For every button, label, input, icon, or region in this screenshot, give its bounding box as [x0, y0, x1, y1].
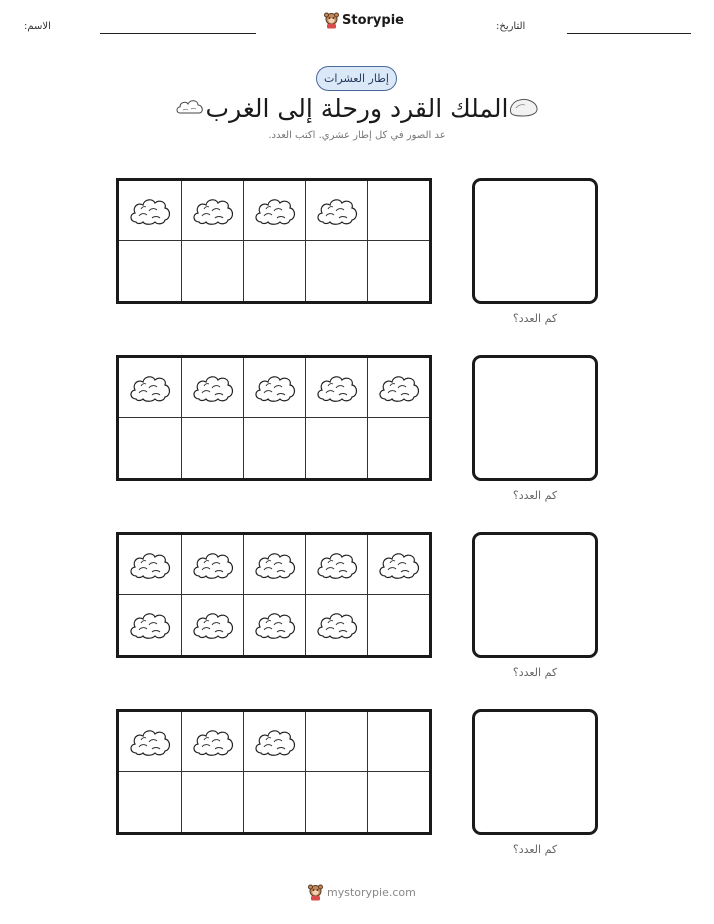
cloud-icon — [314, 548, 360, 582]
cloud-icon — [127, 548, 173, 582]
footer — [308, 884, 416, 901]
ten-frame-cell — [181, 241, 243, 301]
cloud-icon — [252, 548, 298, 582]
name-label: الاسم: — [24, 21, 51, 32]
ten-frame-cell — [119, 358, 181, 418]
ten-frame-cell — [119, 241, 181, 301]
cloud-icon — [314, 371, 360, 405]
answer-box[interactable] — [472, 355, 598, 481]
ten-frame — [116, 709, 432, 835]
ten-frame-cell — [305, 358, 367, 418]
ten-frame-cell — [367, 535, 429, 595]
answer-box[interactable] — [472, 532, 598, 658]
ten-frame-cell — [119, 772, 181, 832]
date-line[interactable] — [567, 33, 691, 34]
ten-frame-cell — [181, 772, 243, 832]
ten-frame-cell — [305, 772, 367, 832]
worksheet-type-badge: إطار العشرات — [316, 66, 397, 91]
ten-frame-cell — [181, 712, 243, 772]
ten-frame-cell — [243, 358, 305, 418]
ten-frame-cell — [181, 535, 243, 595]
ten-frame-cell — [119, 418, 181, 478]
answer-box[interactable] — [472, 178, 598, 304]
cloud-icon — [190, 371, 236, 405]
ten-frame-cell — [119, 535, 181, 595]
ten-frame-cell — [367, 358, 429, 418]
cloud-icon — [252, 194, 298, 228]
count-question: كم العدد؟ — [512, 312, 558, 325]
ten-frame-cell — [181, 181, 243, 241]
page-instructions: عد الصور في كل إطار عشري. اكتب العدد. — [268, 130, 446, 141]
ten-frame-cell — [305, 241, 367, 301]
ten-frame-cell — [367, 241, 429, 301]
cloud-icon — [127, 194, 173, 228]
brand-name: Storypie — [342, 13, 404, 28]
ten-frame — [116, 532, 432, 658]
cloud-icon — [127, 725, 173, 759]
ten-frame-cell — [119, 712, 181, 772]
ten-frame-cell — [305, 418, 367, 478]
ten-frame-cell — [243, 595, 305, 655]
ten-frame-cell — [367, 772, 429, 832]
ten-frame-cell — [243, 241, 305, 301]
storypie-mascot-icon — [308, 884, 323, 901]
ten-frame-cell — [367, 595, 429, 655]
ten-frame-cell — [367, 418, 429, 478]
ten-frame-cell — [181, 358, 243, 418]
cloud-icon — [127, 608, 173, 642]
ten-frame-cell — [243, 181, 305, 241]
cloud-icon — [190, 548, 236, 582]
date-label: التاريخ: — [496, 21, 526, 32]
cloud-icon — [252, 608, 298, 642]
cloud-icon — [127, 371, 173, 405]
cloud-icon — [314, 608, 360, 642]
count-question: كم العدد؟ — [512, 843, 558, 856]
ten-frame-cell — [243, 418, 305, 478]
storypie-mascot-icon — [324, 12, 339, 29]
page-title: الملك القرد ورحلة إلى الغرب — [205, 94, 509, 123]
small-cloud-icon — [174, 96, 206, 118]
ten-frame-cell — [305, 181, 367, 241]
count-question: كم العدد؟ — [512, 489, 558, 502]
ten-frame-cell — [119, 595, 181, 655]
ten-frame-cell — [119, 181, 181, 241]
cloud-icon — [314, 194, 360, 228]
answer-box[interactable] — [472, 709, 598, 835]
ten-frame-cell — [181, 418, 243, 478]
count-question: كم العدد؟ — [512, 666, 558, 679]
ten-frame-cell — [305, 595, 367, 655]
ten-frame — [116, 178, 432, 304]
ten-frame-cell — [305, 535, 367, 595]
name-line[interactable] — [100, 33, 256, 34]
cloud-icon — [376, 371, 422, 405]
ten-frame-cell — [367, 181, 429, 241]
ten-frame-cell — [181, 595, 243, 655]
ten-frame-cell — [367, 712, 429, 772]
cloud-icon — [376, 548, 422, 582]
ten-frame-cell — [243, 535, 305, 595]
brand-logo — [324, 12, 404, 29]
ten-frame — [116, 355, 432, 481]
cloud-icon — [190, 725, 236, 759]
footer-url[interactable]: mystorypie.com — [327, 886, 416, 899]
ten-frame-cell — [243, 772, 305, 832]
ten-frame-cell — [305, 712, 367, 772]
cloud-icon — [190, 608, 236, 642]
cloud-icon — [190, 194, 236, 228]
cloud-icon — [252, 725, 298, 759]
cloud-icon — [252, 371, 298, 405]
ten-frame-cell — [243, 712, 305, 772]
